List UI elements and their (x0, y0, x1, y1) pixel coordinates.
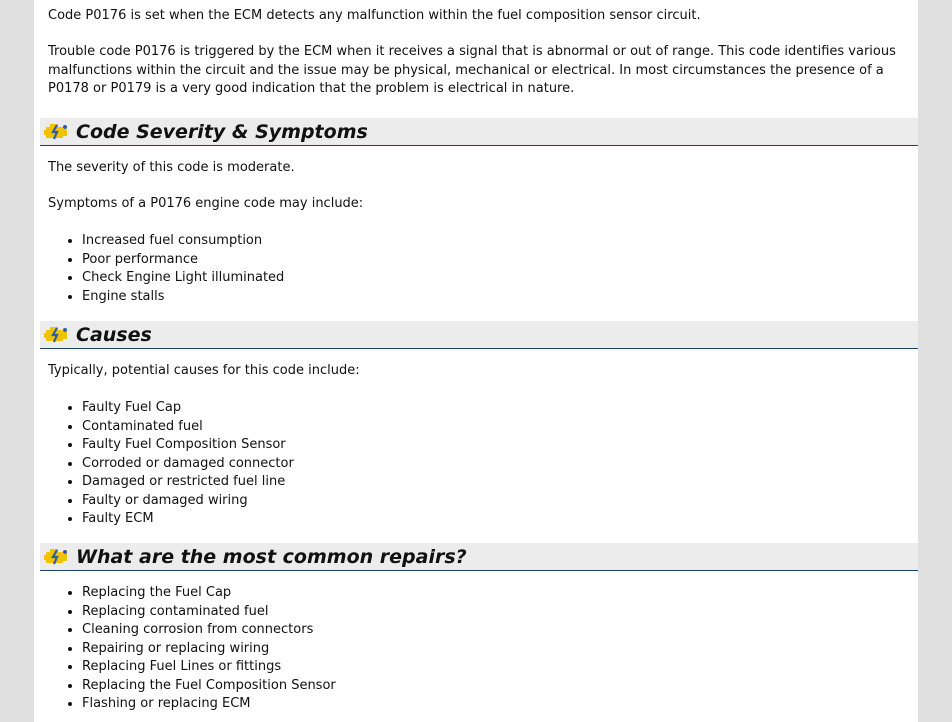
list-item: • Replacing contaminated fuel (82, 603, 336, 622)
symptoms-intro: Symptoms of a P0176 engine code may include: (48, 196, 364, 211)
list-item: • Damaged or restricted fuel line (82, 473, 294, 492)
list-item: • Corroded or damaged connector (82, 455, 294, 474)
section-title-repairs: What are the most common repairs? (76, 546, 467, 568)
list-item: • Faulty or damaged wiring (82, 492, 294, 511)
causes-list (48, 399, 294, 529)
list-item: • Replacing the Fuel Cap (82, 584, 336, 603)
section-header-repairs (40, 543, 918, 571)
repairs-list (48, 584, 336, 714)
severity-paragraph: The severity of this code is moderate. (48, 160, 295, 175)
section-header-severity (40, 118, 918, 146)
check-engine-icon (44, 548, 70, 565)
causes-intro: Typically, potential causes for this code include: (48, 363, 360, 378)
list-item: • Replacing Fuel Lines or fittings (82, 658, 336, 677)
intro-paragraph-1: Code P0176 is set when the ECM detects any malfunction within the fuel composition sensor circuit. (48, 8, 701, 23)
check-engine-icon (44, 326, 70, 343)
section-header-causes (40, 321, 918, 349)
section-title-severity: Code Severity & Symptoms (76, 121, 368, 143)
section-title-causes: Causes (76, 324, 152, 346)
list-item: • Faulty ECM (82, 510, 294, 529)
list-item: • Poor performance (82, 251, 284, 270)
list-item: • Increased fuel consumption (82, 232, 284, 251)
check-engine-icon (44, 123, 70, 140)
intro-paragraph-2: Trouble code P0176 is triggered by the ECM when it receives a signal that is abnormal or out of range. This code identifies various malfunctions within the circuit and the issue may be physical, mechanical or electrical. In most circumstances the presence of a P0178 or P0179 is a very good indication that the problem is electrical in nature. (48, 44, 896, 96)
list-item: • Engine stalls (82, 288, 284, 307)
list-item: • Cleaning corrosion from connectors (82, 621, 336, 640)
list-item: • Repairing or replacing wiring (82, 640, 336, 659)
list-item: • Flashing or replacing ECM (82, 695, 336, 714)
list-item: • Contaminated fuel (82, 418, 294, 437)
page-body (34, 0, 918, 722)
list-item: • Faulty Fuel Cap (82, 399, 294, 418)
symptoms-list (48, 232, 284, 306)
list-item: • Faulty Fuel Composition Sensor (82, 436, 294, 455)
list-item: • Replacing the Fuel Composition Sensor (82, 677, 336, 696)
list-item: • Check Engine Light illuminated (82, 269, 284, 288)
